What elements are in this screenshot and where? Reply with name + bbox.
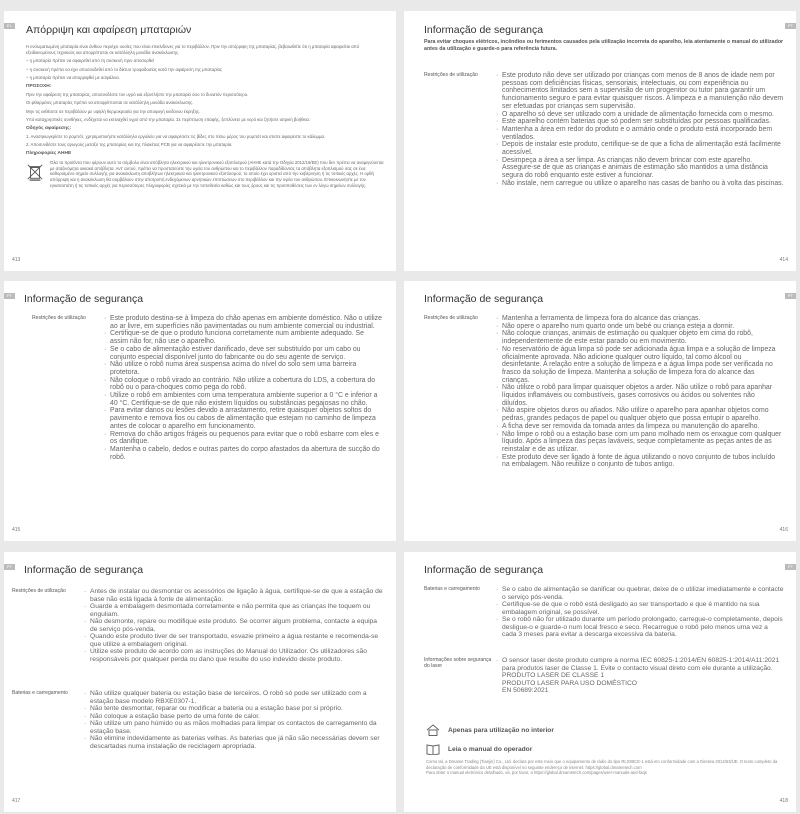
language-tab: PT: [785, 564, 796, 570]
section-label: Restrições de utilização: [424, 72, 478, 78]
language-tab: EL: [4, 23, 15, 29]
list-item: · Não coloque crianças, animais de estimação ou qualquer objeto em cima do robô, independentemente de este estar parado ou em movimento.: [496, 330, 782, 345]
declaration-text: Como tal, a Dreame Trading (Tianjin) Co., Ltd. declara por este meio que o equipamento de rádio do tipo RLX86CE-1 está em conformidade com a Diretiva 2014/53/UE. O texto completo da declaração de conformidade da UE está disponível no seguinte endereço de internet: https://global.dreametech.com Para obter o manual eletrónico detalhado, vá, por favor, a https://global.dreametech.com/pages/user-manuals-and-faqs: [426, 759, 778, 776]
guide-heading: Οδηγός αφαίρεσης:: [26, 125, 72, 131]
page-415: [4, 281, 396, 541]
page-title: Απόρριψη και αφαίρεση μπαταριών: [26, 24, 192, 36]
laser-class-line: PRODUTO LASER PARA USO DOMÉSTICO: [502, 679, 638, 687]
paragraph: 1. Ανασηκωγκρίστε το ρομπότ, χρησιμοποιήστε κατάλληλο εργαλείο για να αφαιρέσετε τις βίδες στο πίσω μέρος του ρομπότ και στιστε αφαιρέστε το κάλυμμα.: [26, 134, 326, 140]
language-tab: PT: [4, 564, 15, 570]
list-item: · Mantenha o cabelo, dedos e outras partes do corpo afastados da abertura de sucção do robô.: [104, 446, 382, 461]
page-414: [404, 11, 796, 271]
page-417: [4, 552, 396, 812]
section-label: Baterias e carregamento: [424, 586, 480, 592]
list-item: · Não coloque a estação base perto de uma fonte de calor.: [84, 713, 384, 721]
list-item: · Guarde a embalagem desmontada corretamente e não permita que as crianças lhe toquem ou enguliam.: [84, 603, 384, 618]
list-item: · Se o cabo de alimentação estiver danificado, deve ser substituído por um cabo ou conjunto especial disponível junto do fabricante ou do seu agente de serviço.: [104, 346, 382, 361]
page-number: 417: [12, 798, 21, 804]
paragraph: Πριν την αφαίρεση της μπαταρίας, αποσυνδέστε τον υγρό και εξαντλήστε την μπαταρία όσο το δυνατόν περισσότερο.: [26, 92, 249, 97]
language-tab: PT: [785, 23, 796, 29]
crossed-bin-icon: [26, 163, 44, 181]
battery-list: [496, 586, 784, 639]
list-item: · Não utilize o robô para limpar quaisquer objetos a arder. Não utilize o robô para apanhar líquidos inflamáveis ou combustíveis, gases corrosivos ou ácidos ou solventes não diluídos.: [496, 384, 782, 407]
page-title: Informação de segurança: [424, 293, 544, 305]
laser-class-line: PRODUTO LASER DE CLASSE 1: [502, 672, 605, 679]
list-item: · Não opere o aparelho num quarto onde um bebé ou criança esteja a dormir.: [496, 323, 782, 331]
page-title: Informação de segurança: [24, 564, 144, 576]
list-item: · Não desmonte, repare ou modifique este produto. Se ocorrer algum problema, contacte a equipa de serviço pós-venda.: [84, 618, 384, 633]
list-item: · Não limpe o robô ou a estação base com um pano molhado nem os enxague com qualquer líquido. Após a limpeza das peças laváveis, seque completamente as peças antes de as reinstalar e de as utilizar.: [496, 431, 782, 454]
page-title: Informação de segurança: [24, 293, 144, 305]
list-item: · O sensor laser deste produto cumpre a norma IEC 60825-1:2014/EN 60825-1:2014/A11:2021 para produtos laser de Classe 1. Evite o contacto visual direto com ele durante a utilização.: [496, 657, 784, 672]
list-item: · A ficha deve ser removida da tomada antes da limpeza ou manutenção do aparelho.: [496, 423, 782, 431]
restriction-list: [104, 315, 382, 461]
weee-text: Όλα τα προϊόντα που φέρουν αυτό το σύμβολο είναι απόβλητα ηλεκτρικού και ηλεκτρονικού εξοπλισμού (ΑΗΗΕ κατά την Οδηγία 2012/19/ΕΕ) που δεν πρέπει να αναμιγνύονται με αταξινόμητα οικιακά απόβλητα. Αντ' αυτού, πρέπει να προστατεύετε την υγεία του ανθρώπου και το περιβάλλον παραδίδοντας τα απόβλητα εξοπλισμού σας σε ένα καθορισμένο σημείο συλλογής για ανακύκλωση αποβλήτων ηλεκτρικού και ηλεκτρονικού εξοπλισμού, το οποίο έχει οριστεί από την κυβέρνηση ή τις τοπικές αρχές. Η ορθή απόρριψη και η ανακύκλωση θα συμβάλουν στην αποτροπή ενδεχόμενων αρνητικών επιπτώσεων στο περιβάλλον και την υγεία του ανθρώπου. Επικοινωνήστε με τον εγκαταστάτη ή τις τοπικές αρχές για περισσότερες πληροφορίες σχετικά με την τοποθεσία καθώς και τους όρους και τις προϋποθέσεις των εν λόγω σημείων συλλογής.: [50, 159, 384, 189]
page-number: 416: [779, 527, 788, 533]
battery-disposal-text: [26, 44, 386, 192]
laser-standard-line: EN 50689:2021: [502, 687, 549, 694]
paragraph: – η μπαταρία πρέπει να αφαιρεθεί από τη συσκευή πριν αποσυρθεί: [26, 58, 155, 64]
paragraph: Υπό καταχρηστικές συνθήκες, ενδέχεται να εκτιναχθεί υγρό από την μπαταρία. Σε περίπτωση επαφής, ξεπλύνετε με νερό και ζητήστε ιατρική βοήθεια.: [26, 116, 311, 122]
list-item: · Desimpeça a área a ser limpa. As crianças não devem brincar com este aparelho. Assegure-se de que as crianças e animais de estimação são mantidos a uma distância segura do robô enquanto este estiver a funcionar.: [496, 157, 784, 180]
restriction-list: [496, 315, 782, 469]
usage-restrictions-section: [32, 315, 382, 461]
list-item: · Mantenha a área em redor do produto e o armário onde o produto está incorporado bem ventilados.: [496, 126, 784, 141]
page-416: [404, 281, 796, 541]
intro-text: Para evitar choques elétricos, incêndios ou ferimentos causados pela utilização incorreta do aparelho, leia atentamente o manual do utilizador antes da utilização e guarde-o para referência futura.: [424, 39, 784, 52]
indoor-use-notice: [426, 724, 554, 736]
list-item: · Utilize este produto de acordo com as instruções do Manual do Utilizador. Os utilizadores são responsáveis por qualquer perda ou dano que resulte do uso indevido deste produto.: [84, 648, 384, 663]
list-item: · Não utilize o robô numa área suspensa acima do nível do solo sem uma barreira protetora.: [104, 361, 382, 376]
list-item: · Não tente desmontar, reparar ou modificar a bateria ou a estação base por si próprio.: [84, 705, 384, 713]
list-item: · Não coloque o robô virado ao contrário. Não utilize a cobertura do LDS, a cobertura do robô ou o para-choques como pega do robô.: [104, 377, 382, 392]
list-item: · Depois de instalar este produto, certifique-se de que a ficha de alimentação está facilmente acessível.: [496, 141, 784, 156]
list-item: · Não elimine indevidamente as baterias velhas. As baterias que já não são necessárias devem ser descartadas numa instalação de reciclagem apropriada.: [84, 735, 384, 750]
page-title: Informação de segurança: [424, 564, 544, 576]
section-label: Restrições de utilização: [32, 315, 86, 321]
list-item: · Não instale, nem carregue ou utilize o aparelho nas casas de banho ou à volta das piscinas.: [496, 180, 784, 188]
page-number: 413: [12, 257, 21, 263]
page-number: 414: [779, 257, 788, 263]
list-item: · Não utilize um pano húmido ou as mãos molhadas para limpar os contactos de carregamento da estação base.: [84, 720, 384, 735]
list-item: · Certifique-se de que o produto funciona corretamente num ambiente adequado. Se assim não for, não use o aparelho.: [104, 330, 382, 345]
list-item: · Se o robô não for utilizado durante um período prolongado, carregue-o completamente, depois desligue-o e guarde-o num local fresco e seco. Recarregue o robô pelo menos uma vez a cada 3 meses para evitar a descarga excessiva da bateria.: [496, 616, 784, 639]
list-item: · Mantenha a ferramenta de limpeza fora do alcance das crianças.: [496, 315, 782, 323]
list-item: · Se o cabo de alimentação se danificar ou quebrar, deixe de o utilizar imediatamente e contacte o serviço pós-venda.: [496, 586, 784, 601]
section-label: Informações sobre segurança do laser: [424, 657, 492, 670]
weee-heading: Πληροφορίες ΑΗΗΕ: [26, 151, 72, 157]
page-title: Informação de segurança: [424, 24, 544, 36]
language-tab: PT: [785, 293, 796, 299]
list-item: · Utilize o robô em ambientes com uma temperatura ambiente superior a 0 °C e inferior a 40 °C. Certifique-se de que não existem líquidos ou substâncias pegajosas no chão.: [104, 392, 382, 407]
battery-list: [84, 690, 384, 750]
list-item: · Para evitar danos ou lesões devido a arrastamento, retire quaisquer objetos soltos do pavimento e remova fios ou cabos de alimentação que estejam no caminho de limpeza antes de colocar o aparelho em funcionamento.: [104, 407, 382, 430]
list-item: · Quando este produto tiver de ser transportado, esvazie primeiro a água restante e recomenda-se que utilize a embalagem original.: [84, 633, 384, 648]
paragraph: Η ενσωματωμένη μπαταρία είναι άνθιου περιέχει ουσίες που είναι επικίνδυνες για το περιβάλλον. Πριν την απόρριψη της μπαταρίας, βεβαιωθείτε ότι η μπαταρία αφαιρείται από εξειδικευμένους τεχνικούς και απορρίπτεται σε κατάλληλη μονάδα ανακύκλωσης.: [26, 44, 360, 55]
battery-charging-section: [424, 586, 784, 639]
restriction-list: [496, 72, 784, 188]
page-418: [404, 552, 796, 812]
laser-safety-section: [424, 657, 784, 695]
list-item: · Remova do chão artigos frágeis ou pequenos para evitar que o robô esbarre com eles e os danifique.: [104, 431, 382, 446]
read-manual-label: Leia o manual do operador: [448, 745, 533, 753]
paragraph: 2. Αποσυνδέστε τους αγωγούς μεταξύ της μπαταρίας και της πλακέτας PCB για να αφαιρέσετε την μπαταρία.: [26, 142, 233, 148]
weee-block: [26, 160, 386, 192]
list-item: · No reservatório de água limpa só pode ser adicionada água limpa e a solução de limpeza oficialmente aprovada. Não adicione qualquer outro líquido, tal como álcool ou desinfetante. A relação entre a solução de limpeza e a água limpa pode ser verificada no frasco da solução de limpeza. Mantenha a solução de limpeza fora do alcance das crianças.: [496, 346, 782, 385]
caution-heading: ΠΡΟΣΟΧΗ:: [26, 83, 52, 89]
paragraph: Οι φθαρμένες μπαταρίες πρέπει να αποφρίπτονται σε κατάλληλη μονάδα ανακύκλωσης.: [26, 100, 194, 106]
usage-restrictions-section: [12, 588, 384, 663]
page-number: 415: [12, 527, 21, 533]
list-item: · Não aspire objetos duros ou afiados. Não utilize o aparelho para apanhar objetos como pedras, grandes pedaços de papel ou qualquer objeto que possa entupir o aparelho.: [496, 407, 782, 422]
read-manual-notice: [426, 743, 532, 755]
page-413: [4, 11, 396, 271]
laser-list: [496, 657, 784, 695]
indoor-use-label: Apenas para utilização no interior: [448, 726, 554, 734]
house-icon: [426, 724, 440, 736]
page-number: 418: [779, 798, 788, 804]
book-icon: [426, 743, 440, 755]
battery-charging-section: [12, 690, 384, 750]
section-label: Restrições de utilização: [12, 588, 66, 594]
paragraph: – η μπαταρία πρέπει να απορριφθεί με ασφάλεια.: [26, 74, 120, 80]
restriction-list: [84, 588, 384, 663]
list-item: · Este aparelho contém baterias que só podem ser substituídas por pessoas qualificadas.: [496, 118, 784, 126]
list-item: · Este produto destina-se à limpeza do chão apenas em ambiente doméstico. Não o utilize ao ar livre, em superfícies não pavimentadas ou num ambiente comercial ou industrial.: [104, 315, 382, 330]
list-item: · Este produto não deve ser utilizado por crianças com menos de 8 anos de idade nem por pessoas com deficiências físicas, sensoriais, intelectuais, ou com experiência ou conhecimentos limitados sem a supervisão de um progenitor ou tutor para garantir um funcionamento seguro e para evitar quaisquer riscos. A limpeza e a manutenção não devem ser efetuadas por crianças sem supervisão.: [496, 72, 784, 111]
list-item: · Este produto deve ser ligado à fonte de água utilizando o novo conjunto de tubos incluído na embalagem. Não reutilize o conjunto de tubos antigo.: [496, 454, 782, 469]
usage-restrictions-section: [424, 315, 782, 469]
section-label: Restrições de utilização: [424, 315, 478, 321]
paragraph: – η συσκευή πρέπει να έχει αποσυνδεθεί από το δίκτυο τροφοδοσίας κατά την αφαίρεση της μπαταρίας: [26, 66, 223, 72]
list-item: · Não utilize qualquer bateria ou estação base de terceiros. O robô só pode ser utilizado com a estação base modelo RBXE0307-1.: [84, 690, 384, 705]
list-item: · Certifique-se de que o robô está desligado ao ser transportado e que é mantido na sua embalagem original, se possível.: [496, 601, 784, 616]
language-tab: PT: [4, 293, 15, 299]
list-item: · Antes de instalar ou desmontar os acessórios de ligação à água, certifique-se de que a estação de base não está ligada à fonte de alimentação.: [84, 588, 384, 603]
usage-restrictions-section: [424, 72, 784, 188]
list-item: · O aparelho só deve ser utilizado com a unidade de alimentação fornecida com o mesmo.: [496, 111, 784, 119]
paragraph: Μην τις εκθέσετε σε περιβάλλον με υψηλή θερμοκρασία για την αποφυγή κινδύνου έκρηξης.: [26, 108, 201, 114]
section-label: Baterias e carregamento: [12, 690, 68, 696]
